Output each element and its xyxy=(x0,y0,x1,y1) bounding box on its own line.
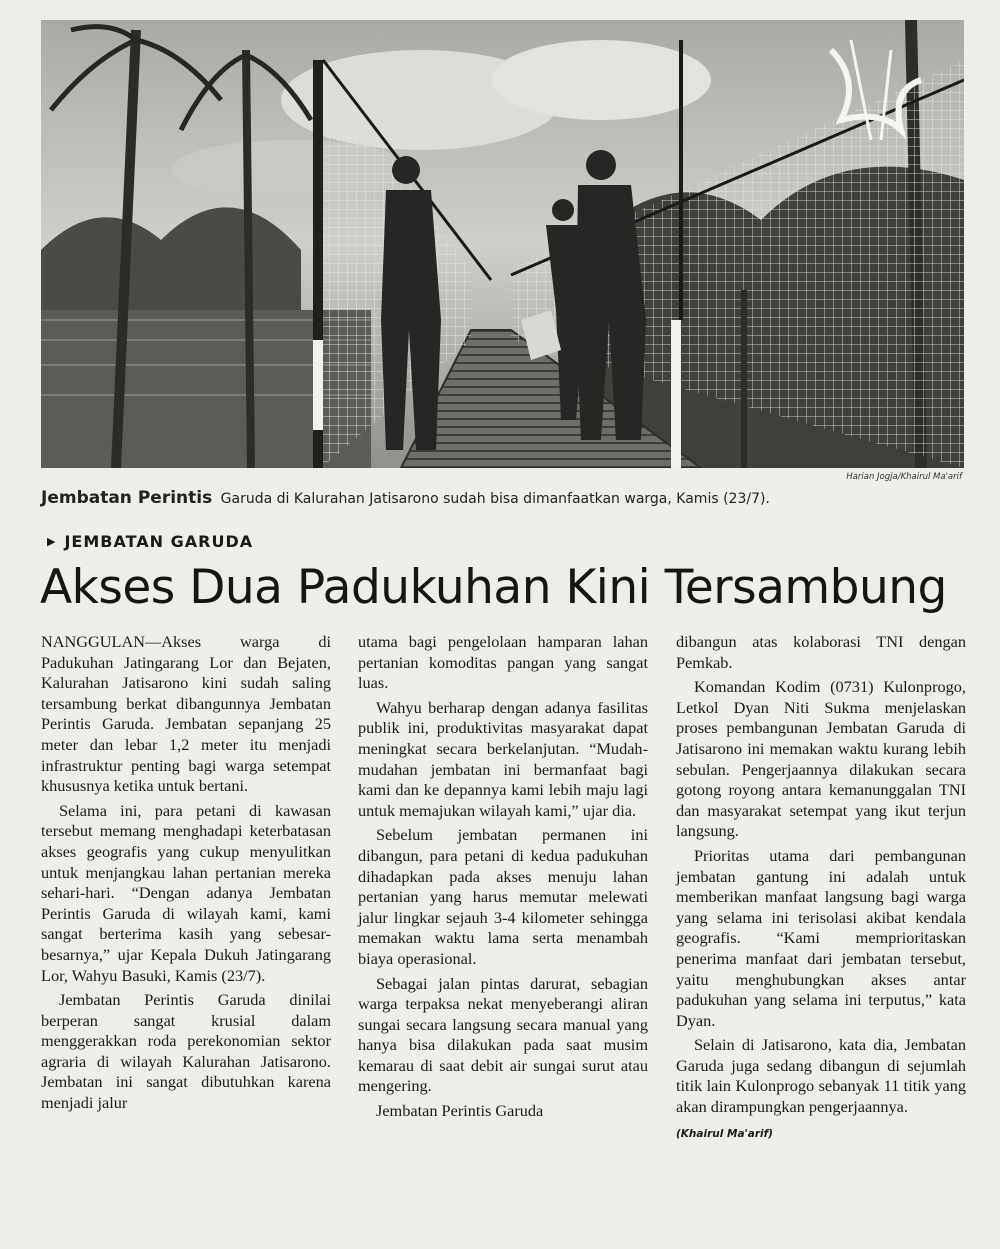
byline-row xyxy=(676,1122,966,1145)
photo-caption xyxy=(41,488,971,508)
paragraph: Wahyu berharap dengan adanya fasilitas publik ini, produktivitas masyarakat dapat meningkat secara berkelanjutan. “Mudah-mudahan jembatan ini bermanfaat bagi kami dan ke depannya kami lebih maju lagi untuk memajukan wilayah kami,” ujar dia. xyxy=(358,697,648,820)
caption-text: Garuda di Kalurahan Jatisarono sudah bisa dimanfaatkan warga, Kamis (23/7). xyxy=(220,491,770,507)
paragraph: Jembatan Perintis Garuda dinilai berperan sangat krusial dalam menggerakkan roda perekonomian sektor agraria di wilayah Kalurahan Jatisarono. Jembatan ini sangat dibutuhkan karena menjadi jalur xyxy=(41,990,331,1113)
paragraph: Sebagai jalan pintas darurat, sebagian warga terpaksa nekat menyeberangi aliran sungai secara langsung secara manual yang hanya bisa dilakukan pada saat musim kemarau di saat debit air sungai surut atau mengering. xyxy=(358,973,648,1096)
paragraph: Jembatan Perintis Garuda xyxy=(376,1101,544,1121)
paragraph: Prioritas utama dari pembangunan jembatan gantung ini adalah untuk memberikan manfaat langsung bagi warga yang selama ini terisolasi akibat kendala geografis. “Kami memprioritaskan penerima manfaat dari jembatan tersebut, yaitu menghubungkan akses antar padukuhan yang selama ini terputus,” kata Dyan. xyxy=(676,845,966,1030)
paragraph: NANGGULAN—Akses warga di Padukuhan Jatingarang Lor dan Bejaten, Kalurahan Jatisarono kini sudah saling tersambung berkat dibangunnya Jembatan Perintis Garuda. Jembatan sepanjang 25 meter dan lebar 1,2 meter itu menjadi infrastruktur penting bagi warga setempat khususnya ketika untuk bertani. xyxy=(41,632,331,796)
triangle-icon: ▶ xyxy=(47,535,57,548)
headline: Akses Dua Padukuhan Kini Tersambung xyxy=(40,560,947,615)
paragraph: Selain di Jatisarono, kata dia, Jembatan Garuda juga sedang dibangun di sejumlah titik lain Kulonprogo sebanyak 11 titik yang akan dirampungkan pengerjaannya. xyxy=(676,1035,966,1117)
paragraph: utama bagi pengelolaan hamparan lahan pertanian komoditas pangan yang sangat luas. xyxy=(358,632,648,693)
article-column-3 xyxy=(676,632,966,1144)
news-photo xyxy=(41,20,964,468)
section-kicker xyxy=(47,532,253,551)
kicker-text: JEMBATAN GARUDA xyxy=(64,532,254,551)
article-column-2 xyxy=(358,632,648,1122)
photo-credit: Harian Jogja/Khairul Ma'arif xyxy=(846,472,962,482)
byline: (Khairul Ma'arif) xyxy=(676,1127,773,1140)
article-column-1 xyxy=(41,632,331,1114)
paragraph: dibangun atas kolaborasi TNI dengan Pemkab. xyxy=(676,632,966,672)
paragraph: Sebelum jembatan permanen ini dibangun, para petani di kedua padukuhan dihadapkan pada akses menuju lahan pertanian yang harus memutar melewati jalur lingkar sejauh 3-4 kilometer sehingga memakan waktu lama serta menambah biaya operasional. xyxy=(358,825,648,968)
bridge-photo-illustration xyxy=(41,20,964,468)
paragraph: Selama ini, para petani di kawasan tersebut memang menghadapi keterbatasan akses geografis yang cukup menyulitkan untuk menjangkau lahan pertanian mereka sehari-hari. “Dengan adanya Jembatan Perintis Garuda di wilayah kami, kami sangat berterima kasih yang sebesar-besarnya,” ujar Kepala Dukuh Jatingarang Lor, Wahyu Basuki, Kamis (23/7). xyxy=(41,800,331,985)
caption-lead: Jembatan Perintis xyxy=(41,488,213,508)
paragraph: Komandan Kodim (0731) Kulonprogo, Letkol Dyan Niti Sukma menjelaskan proses pembangunan Jembatan Garuda di Jatisarono ini memakan waktu kurang lebih sebulan. Pengerjaannya dilakukan secara gotong royong antara kemanunggalan TNI dan masyarakat setempat yang ikut terjun langsung. xyxy=(676,677,966,841)
